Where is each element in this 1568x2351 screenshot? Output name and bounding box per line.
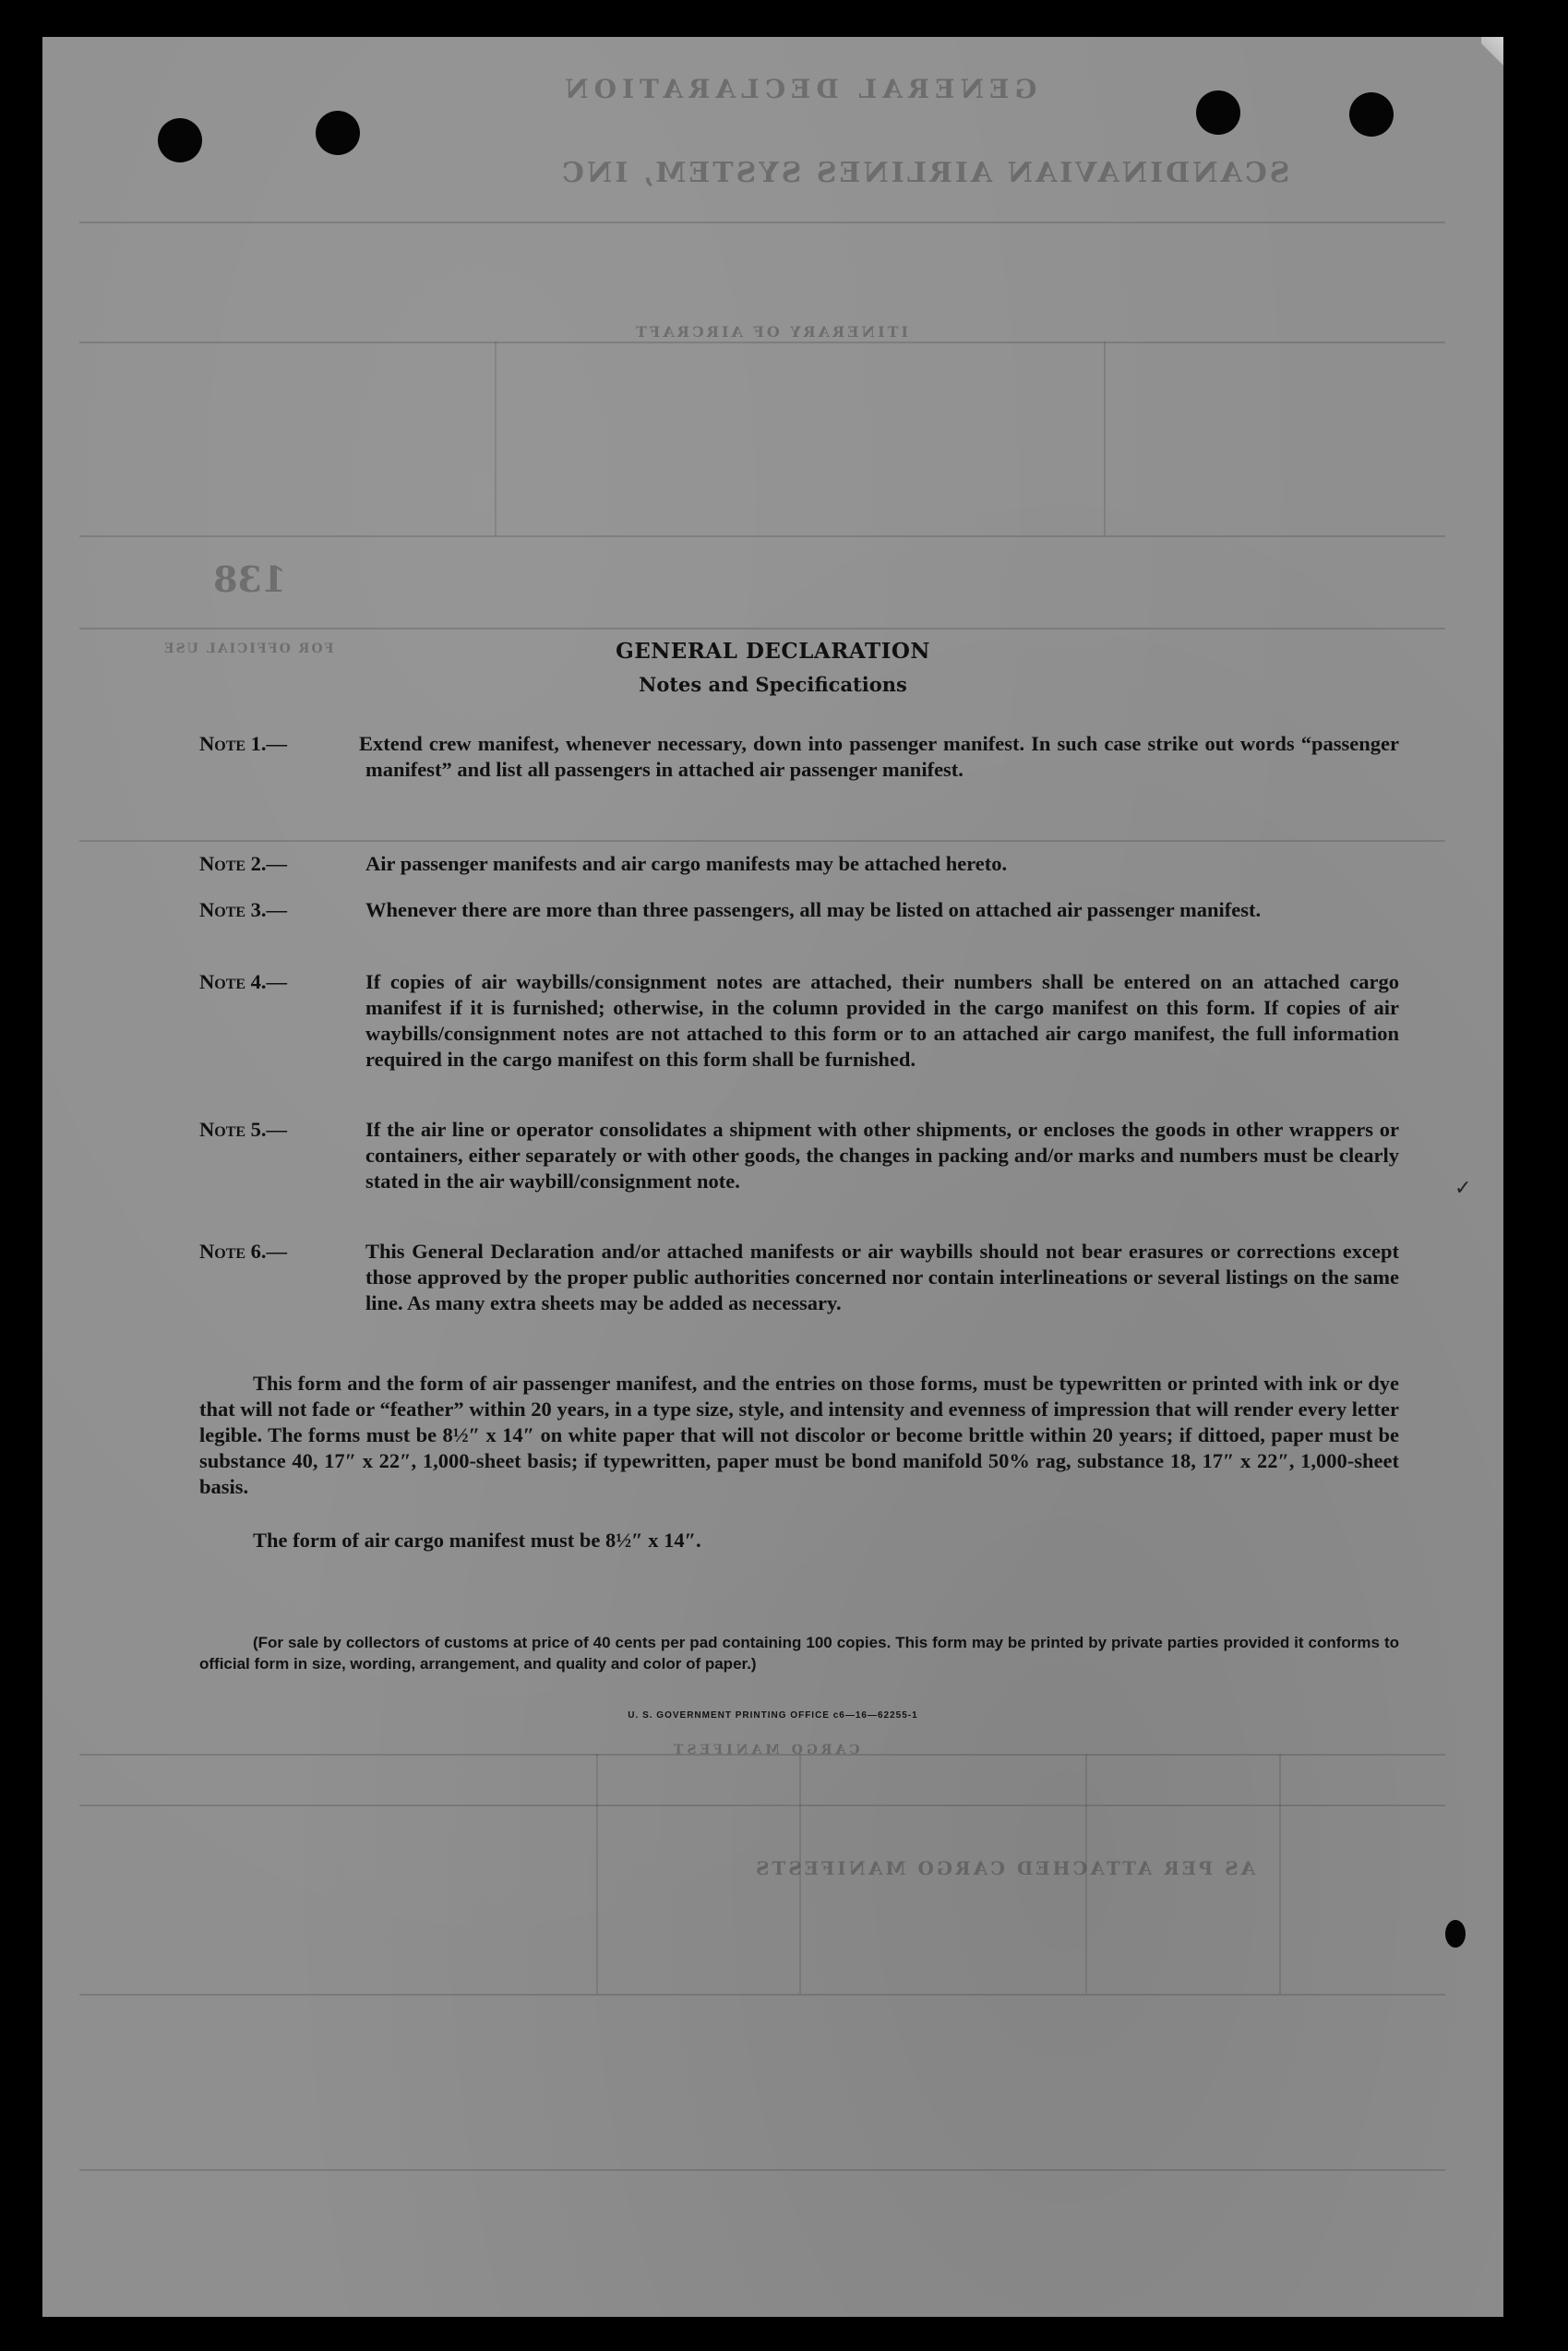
declaration-content bbox=[42, 37, 1503, 2317]
form-requirements-paragraph: This form and the form of air passenger manifest, and the entries on those forms, must be typewritten or printed with ink or dye that will not fade or “feather” within 20 years, in a type size, style, and intensity and evenness of impression that will render every letter legible. The forms must be 8½″ x 14″ on white paper that will not discolor or become brittle within 20 years; if dittoed, paper must be substance 40, 17″ x 22″, 1,000-sheet basis; if typewritten, paper must be bond manifold 50% rag, substance 18, 17″ x 22″, 1,000-sheet basis. bbox=[199, 1372, 1399, 1498]
note-5-label: Note 5.— bbox=[199, 1118, 288, 1141]
note-3-text: Whenever there are more than three passengers, all may be listed on attached air passenger manifest. bbox=[365, 898, 1262, 921]
note-4-label: Note 4.— bbox=[199, 970, 288, 993]
note-1-text: Extend crew manifest, whenever necessary, down into passenger manifest. In such case strike out words “passenger manifest” and list all passengers in attached air passenger manifest. bbox=[359, 732, 1399, 781]
note-5-text: If the air line or operator consolidates a shipment with other shipments, or encloses the goods in other wrappers or containers, either separately or with other goods, the changes in packing and/or marks and numbers must be clearly stated in the air waybill/consignment note. bbox=[365, 1118, 1399, 1193]
sale-notice: (For sale by collectors of customs at price of 40 cents per pad containing 100 copies. This form may be printed by private parties provided it conforms to official form in size, wording, arrangement, and quality and color of paper.) bbox=[199, 1634, 1399, 1673]
bleed-through-operator: SCANDINAVIAN AIRLINES SYSTEM, INC bbox=[559, 157, 1290, 189]
note-4-text: If copies of air waybills/consignment notes are attached, their numbers shall be entered on an attached cargo manifest if it is furnished; otherwise, in the column provided in the cargo manifest on this form. If copies of air waybills/consignment notes are not attached to this form or to an attached air cargo manifest, the full information required in the cargo manifest on this form shall be furnished. bbox=[365, 970, 1399, 1071]
printing-office-imprint: U. S. GOVERNMENT PRINTING OFFICE c6—16—62255-1 bbox=[628, 1710, 918, 1721]
cargo-manifest-size-line: The form of air cargo manifest must be 8½″ x 14″. bbox=[253, 1529, 701, 1552]
bleed-through-cargo-manifest: CARGO MANIFEST bbox=[670, 1743, 860, 1757]
bleed-through-itinerary: ITINERARY OF AIRCRAFT bbox=[633, 323, 908, 341]
bleed-through-cargo-note: AS PER ATTACHED CARGO MANIFESTS bbox=[753, 1857, 1256, 1879]
bleed-through-number: 138 bbox=[213, 558, 287, 600]
note-6-text: This General Declaration and/or attached manifests or air waybills should not bear erasures or corrections except those approved by the proper public authorities concerned nor contain interlineations or several listings on the same line. As many extra sheets may be added as necessary. bbox=[365, 1240, 1399, 1314]
note-1-label: Note 1.— bbox=[199, 732, 288, 755]
pen-mark: ✓ bbox=[1454, 1177, 1472, 1200]
note-2-label: Note 2.— bbox=[199, 852, 288, 875]
note-3-label: Note 3.— bbox=[199, 898, 288, 921]
note-2-text: Air passenger manifests and air cargo manifests may be attached hereto. bbox=[365, 852, 1008, 875]
bleed-through-header: GENERAL DECLARATION bbox=[559, 74, 1037, 104]
document-sheet bbox=[42, 37, 1503, 2317]
bleed-through-official-use: FOR OFFICIAL USE bbox=[162, 642, 334, 656]
note-6-label: Note 6.— bbox=[199, 1240, 288, 1263]
page-subtitle: Notes and Specifications bbox=[639, 673, 907, 696]
page-title: GENERAL DECLARATION bbox=[616, 639, 930, 664]
